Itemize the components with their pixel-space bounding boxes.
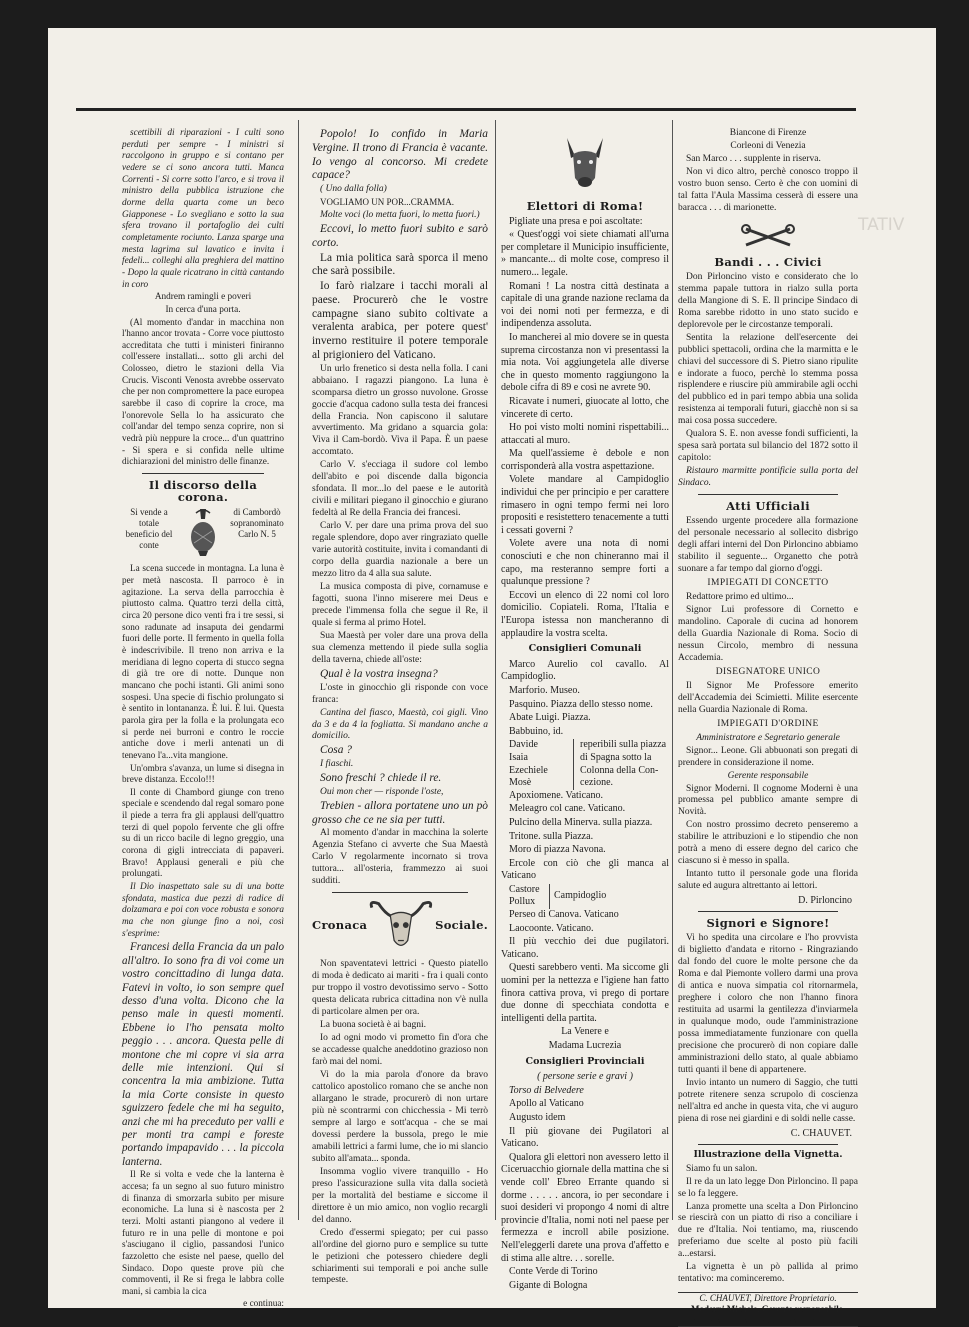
separator [698, 494, 838, 495]
role-label: Amministratore e Segretario generale [696, 732, 840, 743]
royal-speech: Popolo! Io confido in Maria Vergine. Il trono di Francia è vacante. Io vengo al concorso. Mi credete capace? [312, 128, 488, 182]
sale-right: di Cambordò sopranominato Carlo N. 5 [230, 507, 284, 540]
paragraph: Sentita la relazione dell'esercente dei pubblici spettacoli, ordina che la marmitta e le chiavi del successore di S. Pietro siano ripulite e indorate a fuoco, perchè lo stemma possa risplendere e riuscire più ammirabile agli occhi del pubblico ed in pari tempo abbia una solida resistenza ai temporali futuri, giacchè non si sa mai cosa possa succedere. [678, 332, 858, 427]
paragraph: Carlo V. per dare una prima prova del suo regale splendore, dopo aver ringraziato quelle varie autorità costituite, invita i comandanti di corpo della guardia nazionale a bere un mezzo litro da 4 alla sua salute. [312, 521, 488, 580]
list-item: Mosè [509, 777, 532, 789]
paragraph: Qualora gli elettori non avessero letto il Ciceruacchio giornale della mattina che si vende coll' Ebreo Errante quando si dorme . . . . . ancora, io per secondare i suoi desideri vi propongo 4 nomi di altre provincie d'Italia, nomi noti nel paese per fermezza e incroll abile posizione. Nell'eleggerli darete una prova d'affetto e di stima alle altre. . . sorelle. [501, 1151, 669, 1264]
paragraph: (Al momento d'andar in macchina non l'hanno ancor trovata - Corre voce piuttosto accreditata che tutti i ministeri finiranno coll'essere installati... sotto gli archi del Colosseo, dietro le stazioni della Via Crucis. Visconti Venosta avrebbe osservato che per non compromettere la pace europea sarebbe il caso di coprire la croce, ma l'onorevole Sella lo ha assicurato che coll'andar del tempo senza coprire, non si vedrà più neppure la croce... d'un quattrino - Si spera e si confida nelle ultime dichiarazioni del ministro delle finanze. [122, 317, 284, 468]
dialogue-line: Qual è la vostra insegna? [320, 667, 438, 680]
paragraph: Lanza promette una scelta a Don Pirloncino se riescirà con un piatto di riso a conciliare i due re d'Italia. Noi tentiamo, ma, riuscendo preferiamo due scelte al posto più facili a...estarsi. [678, 1201, 858, 1260]
paragraph: Volete avere una nota di nomi conosciuti e che non chineranno mai il capo, ma resteranno sempre forti a qualunque pressione ? [501, 538, 669, 588]
paragraph: Io ad ogni modo vi prometto fin d'ora che se accadesse qualche aneddotino grazioso non farò mai del nomi. [312, 1033, 488, 1068]
list-item: Castore [509, 883, 540, 895]
paragraph: Signor Moderni. Il cognome Moderni è una promessa pel pubblico amante sempre di Novità. [678, 783, 858, 818]
sale-notice [122, 507, 284, 560]
subheading: Consiglieri Comunali [528, 643, 642, 655]
list-item: Tritone. sulla Piazza. [509, 830, 594, 842]
list-item: Marco Aurelio col cavallo. Al Campidoglio. [501, 658, 669, 683]
paragraph: Qualora S. E. non avesse fondi sufficienti, la spesa sarà portata sul bilancio del 1872 sotto il capitolo: [678, 429, 858, 464]
paragraph: La buona società è ai bagni. [320, 1020, 427, 1031]
list-item: Ercole con ciò che gli manca al Vaticano [501, 857, 669, 882]
paragraph: Un urlo frenetico si desta nella folla. I cani abbaiano. I ragazzi piangono. La luna è scomparsa dietro un grosso nuvolone. Grosse goccie d'acqua cadono sulla testa dei francesi della Francia. Non capiscono il salutare avvertimento. Ma gridano a squarcia gola: Viva il Cam-bordò. Viva il Papa. È un paese accomtato. [312, 363, 488, 458]
list-item: Marforio. Museo. [509, 684, 580, 696]
royal-speech: Eccovi, lo metto fuori subito e sarò corto. [312, 222, 488, 249]
list-item: San Marco . . . supplente in riserva. [686, 153, 821, 164]
donkey-illustration [545, 134, 625, 194]
paragraph: Al momento d'andar in macchina la solerte Agenzia Stefano ci avverte che Sua Maestà Carlo V regolarmente incornato si trova tuttora... all'osteria, frammezzo ai suoi sudditi. [312, 828, 488, 887]
list-item: di Spagna sotto la [580, 751, 652, 763]
list-item: reperibili sulla piazza [580, 739, 667, 751]
paragraph: Volete mandare al Campidoglio individui che per principio e per carattere rimasero in ogni tempo fermi nei loro propositi e resistettero tenacemente a tutti i cessati governi ? [501, 474, 669, 536]
paragraph: Ho poi visto molti nomini rispettabili... attaccati al muro. [501, 422, 669, 446]
subheading: Consiglieri Provinciali [525, 1055, 645, 1067]
column-2 [312, 128, 488, 1288]
list-item: Pulcino della Minerva. sulla piazza. [509, 816, 653, 828]
paragraph: Pigliate una presa e poi ascoltate: [509, 215, 643, 227]
paragraph: Non vi dico altro, perchè conosco troppo il vostro buon senso. Certo è che con uomini di tal fatta l'Aula Massima cesserà di essere una baracca . . . di marionette. [678, 166, 858, 213]
paragraph: Io mancherei al mio dovere se in questa suprema circostanza non vi presentassi la mia nota. Voi aggiungetela alle diverse che in questo momento raggiungono la debole cifra di 89 e così ne avrete 90. [501, 331, 669, 394]
paragraph: L'oste in ginocchio gli risponde con voce franca: [312, 682, 488, 705]
continued-note: e continua: [243, 1299, 284, 1310]
paragraph: La musica composta di pive, cornamuse e fagotti, suona l'inno miserere mei Deus e precede l'immensa folla che segue il Re, il quale si ferma al primo Hotel. [312, 582, 488, 628]
list-item: Moro di piazza Navona. [509, 844, 606, 856]
list-item: Il più giovane dei Pugilatori al Vaticano. [501, 1125, 669, 1150]
dialogue-line: Cantina del fiasco, Maestà, coi gigli. Vino da 3 e da 4 la fogliatta. Si mandano anche a domicilio. [312, 707, 488, 742]
bleed-through-text: TATIV [858, 215, 905, 235]
paragraph: Invio intanto un numero di Saggio, che tutti potrete ritenere senza scrupolo di coscienza nell'altra ed anche in questa vita, che vi auguro piena di rose nei giardini e di soldi nelle casse. [678, 1077, 858, 1124]
separator [698, 911, 838, 912]
paragraph: Signor... Leone. Gli abbuonati son pregati di prendere in considerazione il nome. [678, 745, 858, 768]
list-item: Apollo al Vaticano [509, 1098, 584, 1110]
keys-illustration [738, 221, 798, 251]
list-item: Ezechiele [509, 764, 548, 776]
paragraph: Il Signor Me Professore emerito dell'Accademia dei Scimietti. Milite esercente nella Guardia Nazionale di Roma. [678, 680, 858, 715]
paragraph: Carlo V. s'ecciaga il sudore col lembo dell'abito e poi discende dalla bigoncia sfondata. Il mor...lo del paese e le autorità civili e militari piegano il ginocchio e giurano fedeltà al Re della Francia dei francesi. [312, 460, 488, 519]
list-item: Il più vecchio dei due pugilatori. Vaticano. [501, 936, 669, 960]
paragraph: Signor Lui professore di Cornetto e mandolino. Caporale di cucina ad honorem della Guardia Nazionale di Roma. Socio di nessun Circolo, membro di nessuna Accademia. [678, 604, 858, 663]
list-item: Augusto idem [509, 1111, 566, 1123]
dialogue-line: Oui mon cher — risponde l'oste, [320, 786, 444, 797]
list-item: Davide [509, 739, 538, 751]
column-divider [672, 120, 673, 1220]
paragraph: Vi do la mia parola d'onore da bravo cattolico apostolico romano che se anche non allargano le strade, procurerò di non urtare più nè scontrarmi con chicchessia - Mi terrò sempre al largo e sott'acqua - che se mai dovessi perdere la bussola, prego le mie amabili lettrici a farmi lume, che io mi slancio subito all'amata... sponda. [312, 1070, 488, 1164]
prophets-group [501, 739, 669, 789]
section-heading-right: Sociale. [435, 918, 488, 933]
top-rule [76, 108, 856, 111]
list-item: Corleoni di Venezia [730, 140, 806, 151]
paragraph: Don Pirloncino visto e considerato che lo stemma papale tuttora in rialzo sulla porta della Mangione di S. E. Il principe Sindaco di Roma sarebbe ridotto in uno stato sucido e deplorevole per le circostanze temporali. [678, 271, 858, 330]
caps-heading: IMPIEGATI D'ORDINE [717, 718, 819, 729]
paragraph: Il Re si volta e vede che la lanterna è accesa; fa un segno al suo futuro ministro di finanza di smorzarla subito per misure economiche. La luna si è nascosta per 2 terzi. Molti astanti piangono al vedere il futuro re in una pelle di montone e poi s'asciugano il ciglio, passandosi l'unico fazzoletto che esiste nel paese, quello del Sindaco. Dopo queste prove più che commoventi, il Re si frega le labbra colle mani, si cambia la cica [122, 1170, 284, 1297]
royal-speech: Francesi della Francia da un palo all'altro. Io sono fra di voi come un vostro concittadino di lunga data. Fatevi in volto, io son sempre quel desso d'una volta. Dicono che la penso male in questi momenti. Ebbene io l'ho pensata molto peggio . . . ancora. Questa pelle di montone che mi copre vi sia arra delle mie intenzioni. Qui si concentra la mia ambizione. Tutta la mia Corte consiste in questo sguizzero fedele che mi ha seguito, anzi che mi ha preceduto per valli e per monti tra campi e foreste portando impapavido . . . la piccola lanterna. [122, 941, 284, 1168]
section-heading-left: Cronaca [312, 918, 368, 933]
list-item: Babbuino, id. [509, 725, 564, 737]
list-item: Laocoonte. Vaticano. [509, 922, 594, 934]
caps-heading: IMPIEGATI DI CONCETTO [707, 578, 829, 588]
paragraph: Non spaventatevi lettrici - Questo piatello di moda è dedicato ai mariti - fra i quali conto pur troppo il vostro devotissimo servo - Sotto questa delicata rubrica cittadina non v'è nulla di particolare almen per ora. [312, 959, 488, 1018]
list-item: Apoxiomene. Vaticano. [509, 789, 603, 801]
dialogue-line: I fiaschi. [320, 759, 354, 770]
bull-skull-illustration [367, 897, 435, 955]
paragraph: Siamo fu un salon. [686, 1163, 758, 1174]
castor-pollux-group [501, 884, 669, 909]
paragraph: Romani ! La nostra città destinata a capitale di una grande nazione reclama da voi dei nomi noti per fermezza, e di indipendenza assoluta. [501, 280, 669, 330]
list-item: Biancone di Firenze [729, 128, 807, 138]
signature: D. Pirloncino [798, 895, 852, 907]
list-item: Gigante di Bologna [509, 1279, 588, 1291]
royal-speech: La mia politica sarà sporca il meno che sarà possibile. [312, 251, 488, 278]
paragraph: Eccovi un elenco di 22 nomi col loro domicilio. Copiateli. Roma, l'Italia e l'Europa istessa non mancheranno di applaudire la vostra scelta. [501, 589, 669, 639]
paragraph: Credo d'essermi spiegato; per cui passo all'ordine del giorno puro e semplice su tutte le petizioni che potessero chiedere degli schiarimenti sui temporali e poi anche sulle tempeste. [312, 1227, 488, 1286]
verse-line: In cerca d'una porta. [165, 304, 241, 315]
cronaca-heading [312, 897, 488, 955]
list-item: Perseo di Canova. Vaticano [509, 909, 619, 921]
paragraph: Ristauro marmitte pontificie sulla porta del Sindaco. [678, 466, 858, 489]
royal-speech: Io farò rialzare i tacchi morali al paese. Procurerò che le vostre campagne siano subito coltivate a veralenta arabica, per potere quest' inverno restituire il potere temporale al prigioniero del Vaticano. [312, 280, 488, 361]
paragraph: scettibili di riparazioni - I culti sono perduti per sempre - I ministri si raccolgono in gruppo e si contano per vedere se ci sono ancora tutti. Manca Correnti - Si corre sotto l'arco, e si trova il ministro della pubblica istruzione che dorme della quarta come un beco Giapponese - Lo svegliano e sotto la sua sfera trovano il portafoglio dei culti completamente rociunto. Lanza sparge una mesta lagrima sul lavatico e invita i fedeli... colleghi alla preghiera del mattino - Dopo la quale ricatrano in città cantando in coro [122, 128, 284, 290]
section-heading: Bandi . . . Civici [714, 254, 822, 269]
column-3 [501, 128, 669, 1293]
paragraph: Con nostro prossimo decreto penseremo a stabilire le attribuzioni e lo stipendio che non potrà a meno di essere degno del carico che ciascuno si è messo in spalla. [678, 820, 858, 867]
paragraph: Il Dio inaspettato sale su di una botte sfondata, mastica due pezzi di radice di dolzamara e poi con voce robusta e sonora ma che non giunge fino a noi, così s'esprime: [122, 882, 284, 939]
paragraph: La vignetta è un pò pallida al primo tentativo: ma cominceremo. [678, 1262, 858, 1285]
column-divider [495, 120, 496, 1220]
separator [332, 892, 468, 893]
column-divider [298, 120, 299, 1220]
list-item: Abate Luigi. Piazza. [509, 712, 591, 724]
caps-heading: DISEGNATORE UNICO [715, 666, 821, 677]
paragraph: Ma quell'assieme è debole e non corrisponderà alla vostra aspettazione. [501, 448, 669, 472]
paragraph: Intanto tutto il personale gode una florida salute ed augura altrettanto ai lettori. [678, 869, 858, 892]
paragraph: Insomma voglio vivere tranquillo - Ho preso l'assicurazione sulla vita dalla società per la mortalità del bestiame e siccome il direttore è un mio amico, non voglio recargli del danno. [312, 1166, 488, 1225]
dialogue-line: Cosa ? [320, 744, 352, 757]
list-item: cezione. [580, 777, 614, 789]
list-item: La Venere e [561, 1026, 609, 1038]
list-item: Conte Verde di Torino [509, 1266, 598, 1278]
crowd-cry: Molte voci (lo metta fuori, lo metta fuori.) [320, 210, 480, 220]
section-heading: Atti Ufficiali [726, 499, 810, 514]
column-1 [122, 128, 284, 1312]
paragraph: La scena succede in montagna. La luna è per metà nascosta. Il parroco è in agitazione. La serva della parrocchia è piuttosto calma. Quattro terzi della città, circa 20 persone dico venti fra i tre sessi, si sono radunate ad insaputa dei gendarmi fuori delle porte. Il fermento in quella folla è indescrivibile. Il treno non arriva e la meridiana di legno coperta di stucco segna di già tre ore di notte. Dunque non mancano che pochi istanti. Gli animi sono sospesi. Una specie di fischio prolungato si è sentito in lontananza. È lui. È lui. Questa parola gira per la folla e la prolungata eco si perde nei burroni e contro le roccie antiche dove i merli antenati un di tenevano l'a...vita mangione. [122, 564, 284, 761]
paragraph: Ricavate i numeri, giuocate al lotto, che vincerete di certo. [501, 395, 669, 420]
column-4 [678, 128, 858, 1327]
list-item: Torso di Belvedere [509, 1084, 584, 1096]
list-item: Colonna della Con- [580, 764, 659, 776]
list-item: Madama Lucrezia [548, 1040, 622, 1051]
list-item: Pasquino. Piazza dello stesso nome. [509, 698, 653, 710]
signature: C. CHAUVET. [790, 1127, 852, 1139]
paragraph: Il re da un lato legge Don Pirloncino. Il papa se lo fa leggere. [678, 1176, 858, 1199]
verse-line: Andrem ramingli e poveri [154, 292, 252, 303]
separator [142, 473, 264, 474]
separator [698, 1144, 838, 1145]
paragraph: « Quest'oggi voi siete chiamati all'urna per completare il Municipio insufficiente, » mancante... di molte cose, compreso il numero... legale. [501, 229, 669, 278]
subheading: Illustrazione della Vignetta. [693, 1148, 843, 1160]
subheading-note: ( persone serie e gravi ) [537, 1071, 633, 1083]
paragraph: Sua Maestà per voler dare una prova della sua clemenza mettendo il piede sulla soglia della taverna, chiede all'oste: [312, 630, 488, 665]
dialogue-line: Trebien - allora portatene uno un pò grosso che ce ne sia per tutti. [312, 799, 488, 826]
section-heading: Elettori di Roma! [526, 199, 644, 213]
list-item: Meleagro col cane. Vaticano. [509, 803, 626, 815]
role-label: Gerente responsabile [727, 770, 809, 781]
crowd-cry: VOGLIAMO UN POR...CRAMMA. [320, 197, 455, 208]
crown-bottle-illustration [176, 507, 230, 560]
section-heading: Signori e Signore! [706, 916, 830, 931]
paragraph: Essendo urgente procedere alla formazione del personale necessario al sollecito disbrigo degli affari interni del Don Pirloncino abbiamo stabilito il seguente... Organetto che potrà suonare a far tempo dal giorno d'oggi. [678, 516, 858, 575]
section-heading: Il discorso della corona. [148, 478, 258, 504]
paragraph: Redattore primo ed ultimo... [686, 591, 794, 602]
sale-left: Si vende a totale beneficio del conte [125, 507, 173, 551]
footer-line: Moderni Michele, Gerente responsabile. [691, 1304, 845, 1315]
list-item: Campidoglio [554, 890, 607, 902]
footer-line: Succ. Regia Tipografia, via S. Stefano del Cacco, 91. [683, 1316, 853, 1326]
footer-line: C. CHAUVET, Direttore Proprietario. [699, 1293, 837, 1304]
imprint-footer [678, 1292, 858, 1327]
paragraph: Un'ombra s'avanza, un lume si disegna in breve distanza. Eccolo!!! [122, 763, 284, 786]
paragraph: Questi sarebbero venti. Ma siccome gli uomini per la nettezza e l'igiene han fatto finora cattiva prova, vi prego di portare due donne di specchiata condotta e intelligenti della partita. [501, 962, 669, 1024]
paragraph: Vi ho spedita una circolare e l'ho provvista di biglietto d'andata e ritorno - Ringraziando dal fondo del cuore le molte persone che da Roma e dal Piemonte vollero darmi una prova di antica e nuova simpatia col ritornarmela, preghere i coloro che non l'hanno finora restituita ad usarmi la gentilezza d'inviarmela in qualunque modo, oude l'amministrazione possa immediatamente funzionare con quella precisione che procurerò di non copiare dalle amministrazioni dello stato, al quale abbiamo tutti quanti il bene di appartenere. [678, 933, 858, 1075]
list-item: Isaia [509, 751, 528, 763]
paragraph: Il conte di Chambord giunge con treno speciale e scendendo dal regal somaro pone il piede a terra fra gli applausi dell'quattro terzi di quel popolo fervente che gli offre su di un ricco bacile di legno greggio, una corona di gigli intrecciata di papaveri. Bravo! Applausi generali e più che prolungati. [122, 787, 284, 880]
list-item: Pollux [509, 896, 536, 908]
dialogue-line: Sono freschi ? chiede il re. [320, 772, 442, 785]
stage-direction: ( Uno dalla folla) [320, 184, 387, 195]
